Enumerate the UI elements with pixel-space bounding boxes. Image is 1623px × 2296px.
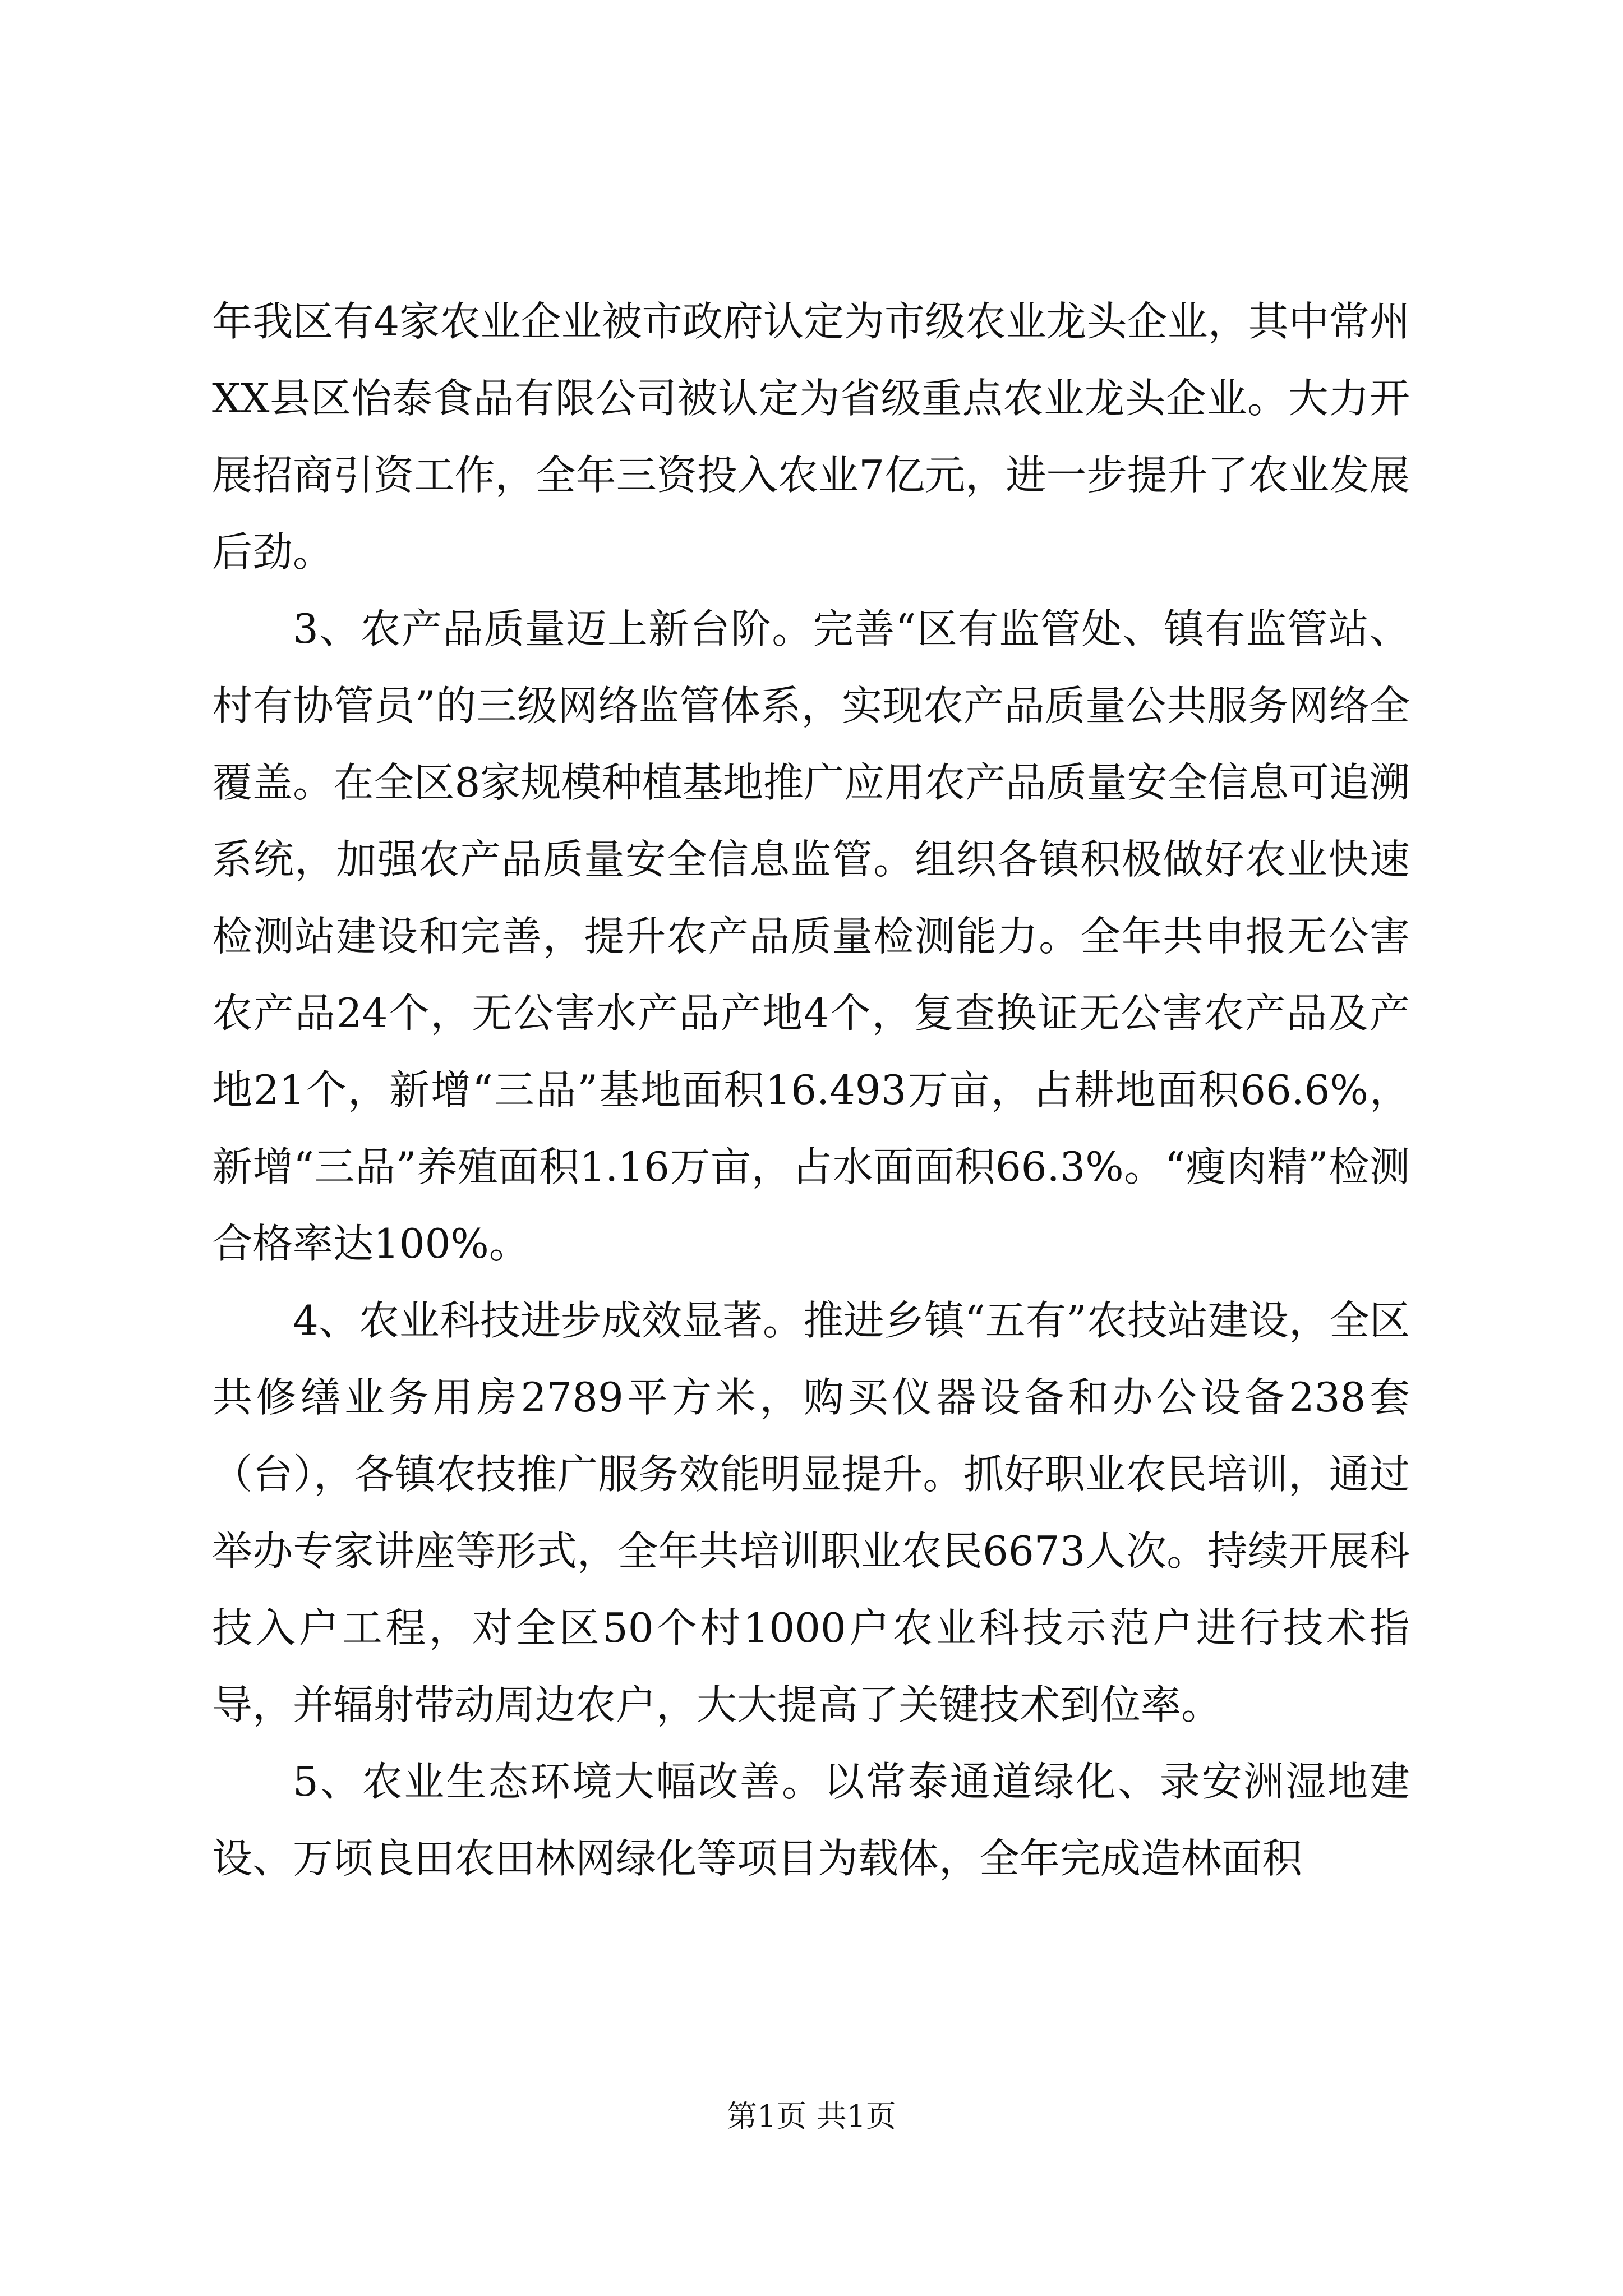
- paragraph-continuation: 年我区有4家农业企业被市政府认定为市级农业龙头企业，其中常州XX县区怡泰食品有限公司被认定为省级重点农业龙头企业。大力开展招商引资工作，全年三资投入农业7亿元，进一步提升了农业发展后劲。: [212, 298, 1410, 576]
- paragraph-product-quality: 3、农产品质量迈上新台阶。完善“区有监管处、镇有监管站、村有协管员”的三级网络监管体系，实现农产品质量公共服务网络全覆盖。在全区8家规模种植基地推广应用农产品质量安全信息可追溯系统，加强农产品质量安全信息监管。组织各镇积极做好农业快速检测站建设和完善，提升农产品质量检测能力。全年共申报无公害农产品24个，无公害水产品产地4个，复查换证无公害农产品及产地21个，新增“三品”基地面积16.493万亩，占耕地面积66.6%，新增“三品”养殖面积1.16万亩，占水面面积66.3%。“瘦肉精”检测合格率达100%。: [212, 605, 1410, 1267]
- page-footer: 第1页 共1页: [727, 2099, 896, 2134]
- paragraph-tech-progress: 4、农业科技进步成效显著。推进乡镇“五有”农技站建设，全区共修缮业务用房2789平方米，购买仪器设备和办公设备238套（台），各镇农技推广服务效能明显提升。抓好职业农民培训，通过举办专家讲座等形式，全年共培训职业农民6673人次。持续开展科技入户工程，对全区50个村1000户农业科技示范户进行技术指导，并辐射带动周边农户，大大提高了关键技术到位率。: [212, 1297, 1410, 1728]
- document-body: [212, 283, 1410, 1897]
- paragraph-ecology: 5、农业生态环境大幅改善。以常泰通道绿化、录安洲湿地建设、万顷良田农田林网绿化等项目为载体，全年完成造林面积: [212, 1758, 1410, 1882]
